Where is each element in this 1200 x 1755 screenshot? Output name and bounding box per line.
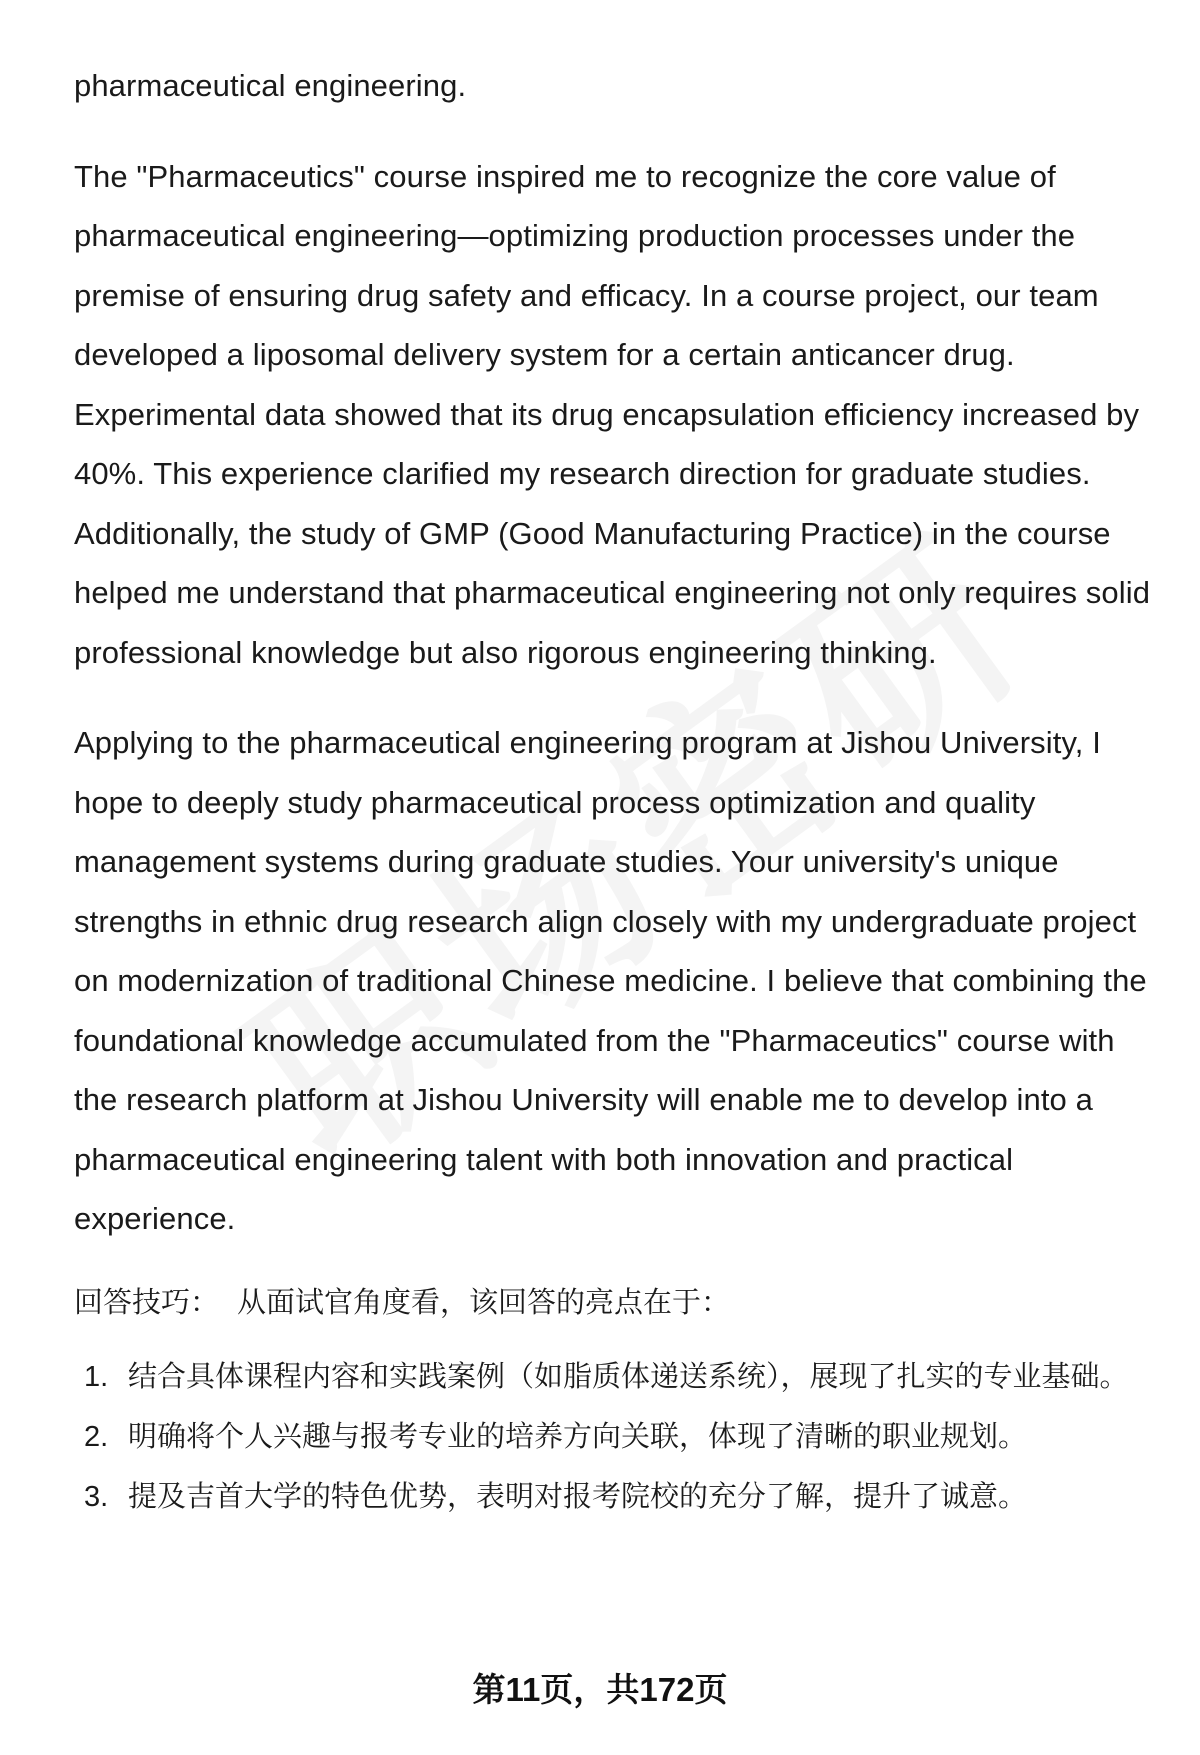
list-item: [74, 1407, 1164, 1467]
tips-list: [74, 1347, 1164, 1527]
list-item: [74, 1467, 1164, 1527]
list-item-text: 结合具体课程内容和实践案例（如脂质体递送系统），展现了扎实的专业基础。: [128, 1360, 1129, 1393]
body-paragraph-1: pharmaceutical engineering.: [74, 68, 467, 103]
list-item-text: 提及吉首大学的特色优势，表明对报考院校的充分了解，提升了诚意。: [128, 1480, 1028, 1513]
body-paragraph-3: Applying to the pharmaceutical engineering program at Jishou University, I hope to deeply study pharmaceutical process optimization and quality management systems during graduate studies. Your university's unique strengths in ethnic drug research align closely with my undergraduate project on modernization of traditional Chinese medicine. I believe that combining the foundational knowledge accumulated from the "Pharmaceutics" course with the research platform at Jishou University will enable me to develop into a pharmaceutical engineering talent with both innovation and practical experience.: [74, 725, 1147, 1236]
list-item-number: 2.: [84, 1420, 109, 1453]
body-paragraph-2: The "Pharmaceutics" course inspired me to recognize the core value of pharmaceutical engineering—optimizing production processes under the premise of ensuring drug safety and efficacy. In a course project, our team developed a liposomal delivery system for a certain anticancer drug. Experimental data showed that its drug encapsulation efficiency increased by 40%. This experience clarified my research direction for graduate studies. Additionally, the study of GMP (Good Manufacturing Practice) in the course helped me understand that pharmaceutical engineering not only requires solid professional knowledge but also rigorous engineering thinking.: [74, 158, 1151, 670]
list-item: [74, 1347, 1164, 1407]
list-item-text: 明确将个人兴趣与报考专业的培养方向关联，体现了清晰的职业规划。: [128, 1420, 1028, 1453]
tips-intro: 从面试官角度看，该回答的亮点在于：: [237, 1286, 731, 1319]
tips-label: 回答技巧：: [74, 1286, 220, 1319]
list-item-number: 3.: [84, 1480, 109, 1513]
list-item-number: 1.: [84, 1360, 109, 1393]
answer-tips: [74, 1273, 1164, 1333]
document-page: [74, 56, 1164, 1527]
page-footer: 第11页，共172页: [472, 1671, 728, 1708]
